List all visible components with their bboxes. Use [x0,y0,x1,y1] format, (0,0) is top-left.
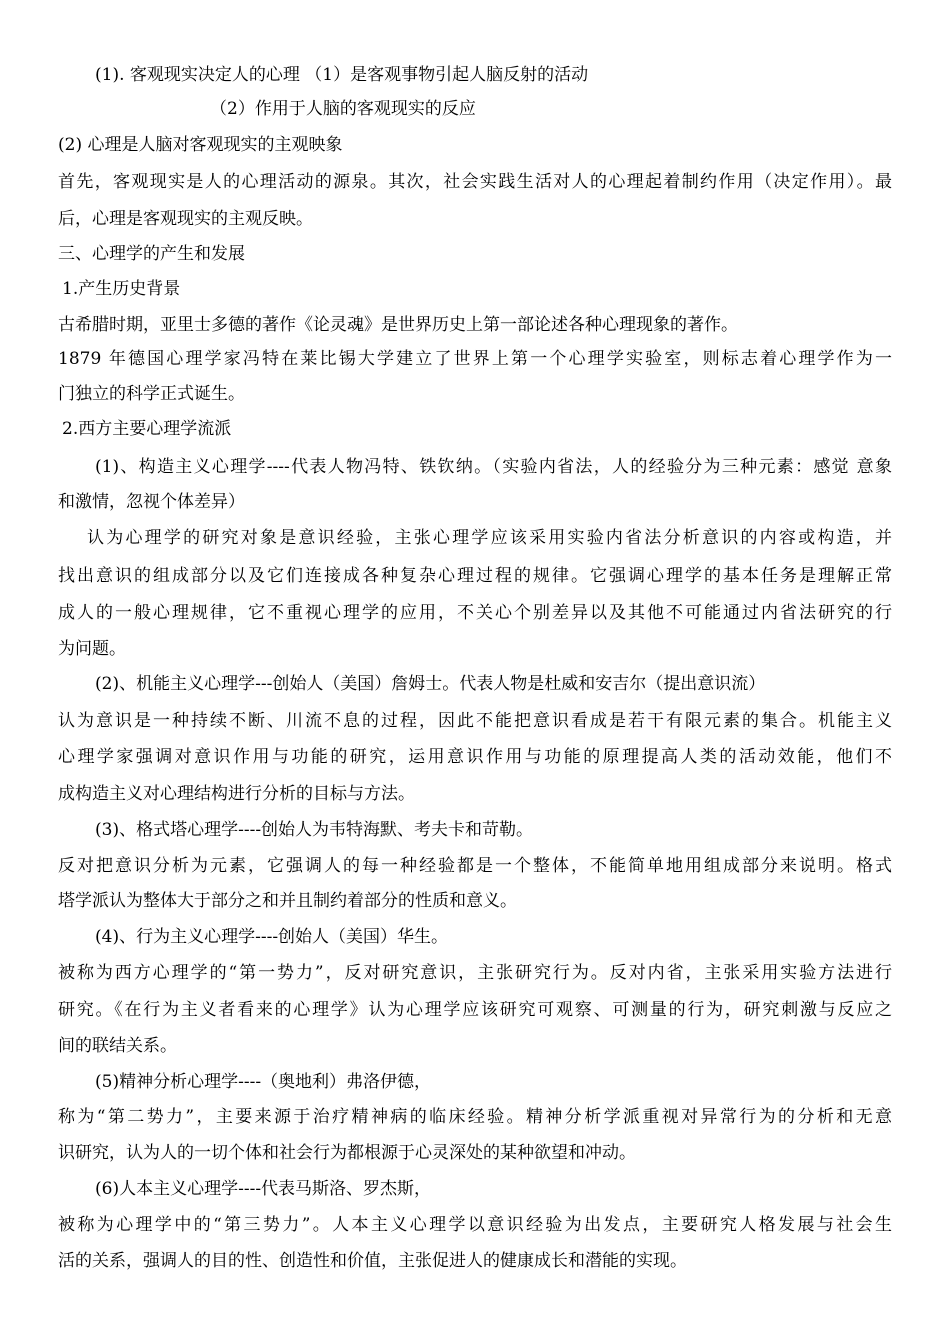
text-line: 1879 年德国心理学家冯特在莱比锡大学建立了世界上第一个心理学实验室，则标志着心理学作为一 [58,349,892,369]
school-heading: (1)、构造主义心理学----代表人物冯特、铁钦纳。（实验内省法，人的经验分为三种元素：感觉 意象 [95,457,892,477]
section-heading: 三、心理学的产生和发展 [58,244,245,264]
text-line: 称为“第二势力”，主要来源于治疗精神病的临床经验。精神分析学派重视对异常行为的分析和无意 [58,1107,892,1127]
text-line: 塔学派认为整体大于部分之和并且制约着部分的性质和意义。 [58,891,517,911]
subsection-heading: 1.产生历史背景 [62,279,181,299]
text-line: 研究。《在行为主义者看来的心理学》认为心理学应该研究可观察、可测量的行为，研究刺激与反应之 [58,1000,892,1020]
school-heading: (2)、机能主义心理学---创始人（美国）詹姆士。代表人物是杜威和安吉尔（提出意识流） [95,674,766,694]
text-line: (1). 客观现实决定人的心理 （1）是客观事物引起人脑反射的活动 [95,65,589,85]
text-line: 间的联结关系。 [58,1036,177,1056]
text-line: (2) 心理是人脑对客观现实的主观映象 [58,135,343,155]
school-heading: (3)、格式塔心理学----创始人为韦特海默、考夫卡和苛勒。 [95,820,534,840]
text-line: 门独立的科学正式诞生。 [58,384,245,404]
text-line: 古希腊时期，亚里士多德的著作《论灵魂》是世界历史上第一部论述各种心理现象的著作。 [58,315,738,335]
text-line: 被称为心理学中的“第三势力”。人本主义心理学以意识经验为出发点，主要研究人格发展与社会生 [58,1215,892,1235]
school-heading: (5)精神分析心理学----（奥地利）弗洛伊德， [95,1072,432,1092]
text-line: 被称为西方心理学的“第一势力”，反对研究意识，主张研究行为。反对内省，主张采用实验方法进行 [58,963,892,983]
text-line: 成构造主义对心理结构进行分析的目标与方法。 [58,784,415,804]
text-line: 活的关系，强调人的目的性、创造性和价值，主张促进人的健康成长和潜能的实现。 [58,1251,687,1271]
text-line: 首先，客观现实是人的心理活动的源泉。其次，社会实践生活对人的心理起着制约作用（决定作用）。最 [58,172,892,192]
text-line: 和激情，忽视个体差异） [58,492,245,512]
text-line: 反对把意识分析为元素，它强调人的每一种经验都是一个整体，不能简单地用组成部分来说明。格式 [58,856,892,876]
text-line: 认为意识是一种持续不断、川流不息的过程，因此不能把意识看成是若干有限元素的集合。机能主义 [58,711,892,731]
subsection-heading: 2.西方主要心理学流派 [62,419,232,439]
text-line: 识研究，认为人的一切个体和社会行为都根源于心灵深处的某种欲望和冲动。 [58,1143,636,1163]
text-line: 认为心理学的研究对象是意识经验，主张心理学应该采用实验内省法分析意识的内容或构造，并 [87,528,892,548]
text-line: 为问题。 [58,639,126,659]
text-line: （2）作用于人脑的客观现实的反应 [210,99,476,119]
text-line: 心理学家强调对意识作用与功能的研究，运用意识作用与功能的原理提高人类的活动效能，他们不 [58,747,892,767]
school-heading: (4)、行为主义心理学----创始人（美国）华生。 [95,927,449,947]
text-line: 成人的一般心理规律，它不重视心理学的应用，不关心个别差异以及其他不可能通过内省法研究的行 [58,603,892,623]
text-line: 找出意识的组成部分以及它们连接成各种复杂心理过程的规律。它强调心理学的基本任务是理解正常 [58,566,892,586]
text-line: 后，心理是客观现实的主观反映。 [58,209,313,229]
school-heading: (6)人本主义心理学----代表马斯洛、罗杰斯， [95,1179,432,1199]
